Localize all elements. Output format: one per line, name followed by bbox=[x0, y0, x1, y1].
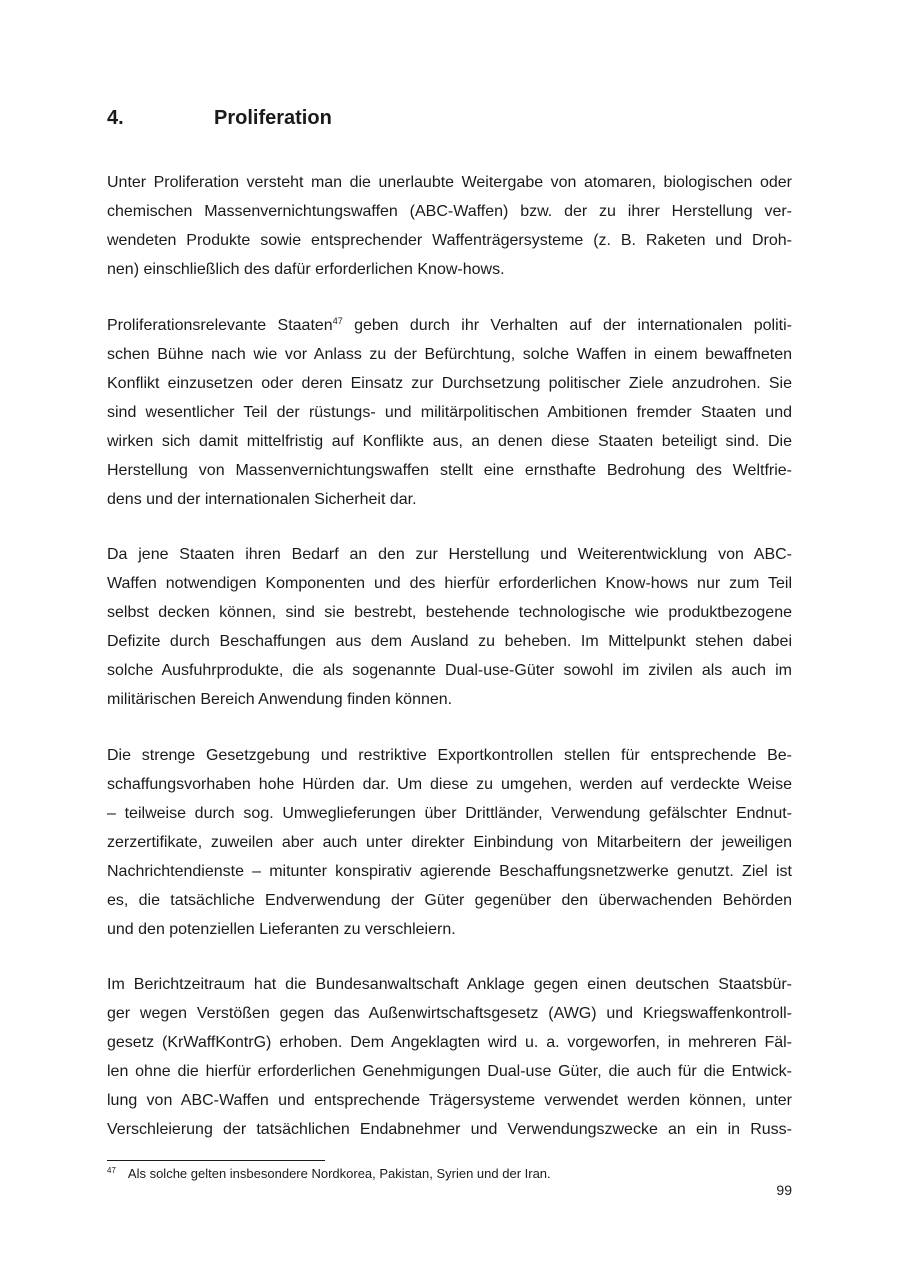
text-fragment: Proliferationsrelevante Staaten bbox=[107, 317, 333, 334]
text-line: gesetz (KrWaffKontrG) erhoben. Dem Angeklagten wird u. a. vorgeworfen, in mehreren Fäl- bbox=[107, 1034, 792, 1051]
section-heading bbox=[107, 107, 332, 130]
text-line: Da jene Staaten ihren Bedarf an den zur Herstellung und Weiterentwicklung von ABC- bbox=[107, 546, 792, 563]
text-line: schaffungsvorhaben hohe Hürden dar. Um diese zu umgehen, werden auf verdeckte Weise bbox=[107, 776, 792, 793]
text-line: lung von ABC-Waffen und entsprechende Trägersysteme verwendet werden können, unter bbox=[107, 1092, 792, 1109]
text-line: Unter Proliferation versteht man die unerlaubte Weitergabe von atomaren, biologischen oder bbox=[107, 174, 792, 191]
text-line: Nachrichtendienste – mitunter konspirativ agierende Beschaffungsnetzwerke genutzt. Ziel ist bbox=[107, 863, 792, 880]
text-line: Verschleierung der tatsächlichen Endabnehmer und Verwendungszwecke an ein in Russ- bbox=[107, 1121, 792, 1138]
text-line: zerzertifikate, zuweilen aber auch unter direkter Einbindung von Mitarbeitern der jeweiligen bbox=[107, 834, 792, 851]
paragraph-1 bbox=[107, 168, 792, 284]
text-line: chemischen Massenvernichtungswaffen (ABC-Waffen) bzw. der zu ihrer Herstellung ver- bbox=[107, 203, 792, 220]
text-line: sind wesentlicher Teil der rüstungs- und militärpolitischen Ambitionen fremder Staaten und bbox=[107, 404, 792, 421]
text-line: Im Berichtzeitraum hat die Bundesanwaltschaft Anklage gegen einen deutschen Staatsbür- bbox=[107, 976, 792, 993]
footnote-reference[interactable]: 47 bbox=[332, 316, 343, 326]
paragraph-5 bbox=[107, 970, 792, 1144]
text-fragment: geben durch ihr Verhalten auf der internationalen politi- bbox=[342, 317, 792, 334]
text-line: dens und der internationalen Sicherheit dar. bbox=[107, 491, 417, 508]
text-line: Defizite durch Beschaffungen aus dem Ausland zu beheben. Im Mittelpunkt stehen dabei bbox=[107, 633, 792, 650]
text-line bbox=[107, 311, 792, 340]
footnote-text: Als solche gelten insbesondere Nordkorea, Pakistan, Syrien und der Iran. bbox=[127, 1166, 551, 1181]
section-number: 4. bbox=[107, 107, 124, 129]
text-line: wirken sich damit mittelfristig auf Konflikte aus, an denen diese Staaten beteiligt sind. Die bbox=[107, 433, 792, 450]
text-line: und den potenziellen Lieferanten zu verschleiern. bbox=[107, 921, 456, 938]
footnote-divider bbox=[107, 1160, 325, 1161]
footnote bbox=[107, 1165, 551, 1183]
text-line: Herstellung von Massenvernichtungswaffen stellt eine ernsthafte Bedrohung des Weltfrie- bbox=[107, 462, 792, 479]
text-line: schen Bühne nach wie vor Anlass zu der Befürchtung, solche Waffen in einem bewaffneten bbox=[107, 346, 792, 363]
text-line: militärischen Bereich Anwendung finden können. bbox=[107, 691, 453, 708]
section-title: Proliferation bbox=[214, 107, 332, 129]
text-line: selbst decken können, sind sie bestrebt, bestehende technologische wie produktbezogene bbox=[107, 604, 792, 621]
text-line: nen) einschließlich des dafür erforderlichen Know-hows. bbox=[107, 261, 505, 278]
paragraph-2 bbox=[107, 311, 792, 514]
text-line: Waffen notwendigen Komponenten und des hierfür erforderlichen Know-hows nur zum Teil bbox=[107, 575, 792, 592]
text-line: Konflikt einzusetzen oder deren Einsatz zur Durchsetzung politischer Ziele anzudrohen. Sie bbox=[107, 375, 792, 392]
text-line: Die strenge Gesetzgebung und restriktive Exportkontrollen stellen für entsprechende Be- bbox=[107, 747, 792, 764]
paragraph-4 bbox=[107, 741, 792, 944]
text-line: ger wegen Verstößen gegen das Außenwirtschaftsgesetz (AWG) und Kriegswaffenkontroll- bbox=[107, 1005, 792, 1022]
paragraph-3 bbox=[107, 540, 792, 714]
footnote-number: 47 bbox=[107, 1166, 116, 1175]
text-line: len ohne die hierfür erforderlichen Genehmigungen Dual-use Güter, die auch für die Entwick- bbox=[107, 1063, 792, 1080]
text-line: – teilweise durch sog. Umweglieferungen über Drittländer, Verwendung gefälschter Endnut- bbox=[107, 805, 792, 822]
text-line: solche Ausfuhrprodukte, die als sogenannte Dual-use-Güter sowohl im zivilen als auch im bbox=[107, 662, 792, 679]
text-line: wendeten Produkte sowie entsprechender Waffenträgersysteme (z. B. Raketen und Droh- bbox=[107, 232, 792, 249]
text-line: es, die tatsächliche Endverwendung der Güter gegenüber den überwachenden Behörden bbox=[107, 892, 792, 909]
page-number: 99 bbox=[776, 1182, 792, 1198]
